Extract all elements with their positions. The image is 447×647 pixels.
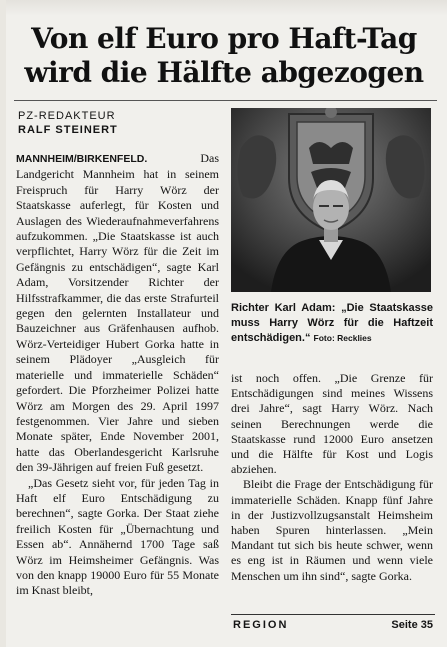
byline-name: RALF STEINERT <box>18 124 118 136</box>
article-column-left <box>16 151 219 599</box>
article-paragraph: „Das Gesetz sieht vor, für jeden Tag in Haft elf Euro Entschädigung zu berechnen“, sagte Gorka. Der Staat ziehe freilich Kosten für „Übernachtung und Essen ab“. Annähernd 1700 Tage saß Wörz im Heimsheimer Gefängnis. Was von den knapp 19000 Euro für 55 Monate im Knast bleibt, <box>16 475 219 598</box>
dateline: MANNHEIM/BIRKENFELD. <box>16 153 148 165</box>
article-paragraph <box>16 151 219 476</box>
judge-portrait-image <box>231 108 431 292</box>
article-paragraph: Bleibt die Frage der Entschädigung für immaterielle Schäden. Knapp fünf Jahre in der Justizvollzugsanstalt Heimsheim haben Spuren hinterlassen. „Mein Mandant tut sich bis heute schwer, wenn es eng ist in Räumen und wenn viele Menschen um ihn sind“, sagte Gorka. <box>231 477 433 583</box>
section-label: REGION <box>233 619 289 631</box>
paragraph-text: Das Landgericht Mannheim hat in seinem Freispruch für Harry Wörz der Staatskasse auferlegt, für Kosten und Auslagen des Wiederaufnahmeverfahrens aufzukommen. „Die Staatskasse ist auch verpflichtet, Harry Wörz für die Zeit im Gefängnis zu entschädigen“, sagte Karl Adam, Vorsitzender Richter der Hilfsstrafkammer, die das erste Strafurteil gegen den gelernten Installateur und Bauzeichner aus Gräfenhausen aufhob. Wörz-Verteidiger Hubert Gorka hatte in seinem Plädoyer „Ausgleich für materielle und immaterielle Schäden“ gefordert. Die Pforzheimer Polizei hatte Wörz am Morgen des 29. April 1997 festgenommen. Vier Jahre und sieben Monate später, Ende November 2001, hatte das Oberlandesgericht Karlsruhe den 39-Jährigen auf freien Fuß gesetzt. <box>16 151 219 475</box>
headline-rule <box>14 100 437 101</box>
caption-text: Richter Karl Adam: „Die Staatskasse muss Harry Wörz für die Haftzeit entschädigen.“ <box>231 302 433 344</box>
footer-rule <box>231 614 435 615</box>
photo-credit: Foto: Recklies <box>313 333 372 343</box>
photo-caption <box>231 301 433 346</box>
article-column-right <box>231 371 433 584</box>
page-number: Seite 35 <box>391 619 433 631</box>
article-headline: Von elf Euro pro Haft-Tag wird die Hälfte abgezogen <box>24 22 424 89</box>
page-edge-bleed <box>0 0 6 647</box>
portrait-photo <box>231 108 431 292</box>
article-paragraph: ist noch offen. „Die Grenze für Entschädigungen sind meines Wissens drei Jahre“, sagt Harry Wörz. Nach seinen Berechnungen werde die Staatskasse rund 12000 Euro ansetzen und die Hälfte für Kost und Logis abziehen. <box>231 371 433 477</box>
byline-role: PZ-REDAKTEUR <box>18 110 116 122</box>
previous-article-bleed <box>0 0 447 16</box>
